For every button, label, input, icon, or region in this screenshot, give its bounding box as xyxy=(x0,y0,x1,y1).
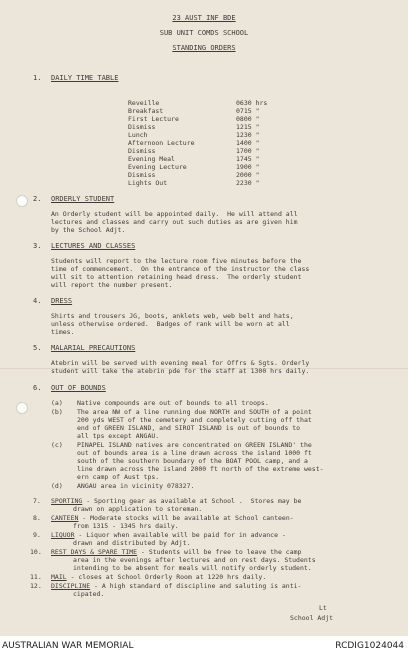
timetable-event: Evening Meal xyxy=(128,155,175,163)
timetable-event: Reveille xyxy=(128,99,160,107)
archive-reference: RCDIG1024044 xyxy=(335,641,404,651)
body-line: 200 yds WEST of the cemetery and completely cutting off that xyxy=(77,416,312,424)
section-line xyxy=(51,574,266,581)
section-heading: CANTEEN xyxy=(51,514,79,522)
timetable-event: Dismiss xyxy=(128,123,156,131)
archive-footer xyxy=(0,636,408,654)
section-line xyxy=(51,498,301,505)
timetable-time: 0630 hrs xyxy=(236,99,268,107)
timetable-time: 2230 " xyxy=(236,179,260,187)
body-line: ANGAU area in vicinity 078327. xyxy=(77,482,195,490)
body-line: time of commencement. On the entrance of the instructor the class xyxy=(51,265,310,273)
section-text: - Moderate stocks will be available at School canteen- xyxy=(78,514,294,522)
section-number: 7. xyxy=(33,497,41,505)
body-line: times. xyxy=(51,328,75,336)
section-line xyxy=(51,583,301,590)
body-line: line drawn across the island 2000 ft north of the extreme west- xyxy=(77,465,324,473)
signature-rank: Lt xyxy=(319,604,327,612)
timetable-event: Lights Out xyxy=(128,179,168,187)
body-line: unless otherwise ordered. Badges of rank will be worn at all xyxy=(51,320,290,328)
section-text: - closes at School Orderly Room at 1220 hrs daily. xyxy=(66,573,267,581)
section-number: 9. xyxy=(33,531,41,539)
timetable-time: 0800 " xyxy=(236,115,260,123)
section-heading: DAILY TIME TABLE xyxy=(51,74,119,82)
body-line: Atebrin will be served with evening meal for Offrs & Sgts. Orderly xyxy=(51,359,310,367)
body-line: south of the southern boundary of the BOAT POOL camp, and a xyxy=(77,457,308,465)
section-number: 4. xyxy=(33,297,42,305)
unit-heading: 23 AUST INF BDE xyxy=(172,14,236,22)
section-heading: LECTURES AND CLASSES xyxy=(51,242,136,250)
section-heading: MAIL xyxy=(51,573,67,581)
body-line: student will take the atebrin pde for the staff at 1300 hrs daily. xyxy=(51,367,310,375)
body-line: Shirts and trousers JG, boots, anklets web, web belt and hats, xyxy=(51,312,294,320)
body-line: cipated. xyxy=(73,590,105,598)
timetable-time: 2000 " xyxy=(236,171,260,179)
body-line: out of bounds area is a line drawn across the island 1000 ft xyxy=(77,449,312,457)
timetable-time: 1400 " xyxy=(236,139,260,147)
timetable-time: 1700 " xyxy=(236,147,260,155)
body-line: The area NW of a line running due NORTH and SOUTH of a point xyxy=(77,408,312,416)
archive-source: AUSTRALIAN WAR MEMORIAL xyxy=(2,641,134,651)
body-line: end of GREEN ISLAND, and SIROT ISLAND is out of bounds to xyxy=(77,424,301,432)
section-line xyxy=(51,515,294,522)
section-number: 5. xyxy=(33,344,42,352)
body-line: An Orderly student will be appointed daily. He will attend all xyxy=(51,210,298,218)
timetable-event: Dismiss xyxy=(128,147,156,155)
timetable-event: Afternoon Lecture xyxy=(128,139,195,147)
section-number: 3. xyxy=(33,242,42,250)
section-text: - Sporting gear as available at School . Stores may be xyxy=(82,497,302,505)
section-heading: DISCIPLINE xyxy=(51,582,91,590)
signature-title: School Adjt xyxy=(290,614,334,622)
body-line: by the School Adjt. xyxy=(51,226,126,234)
section-heading: DRESS xyxy=(51,297,73,305)
section-heading: ORDERLY STUDENT xyxy=(51,195,115,203)
section-line xyxy=(51,549,301,556)
section-number: 8. xyxy=(33,514,41,522)
item-label: (b) xyxy=(51,408,63,416)
punch-hole xyxy=(16,195,28,207)
body-line: drawn on application to storeman. xyxy=(73,505,203,513)
section-heading: REST DAYS & SPARE TIME xyxy=(51,548,138,556)
body-line: ern camp of Aust tps. xyxy=(77,473,160,481)
body-line: intending to be absent for meals will notify orderly student. xyxy=(73,564,312,572)
section-number: 6. xyxy=(33,384,42,392)
section-text: - A high standard of discipline and saluting is anti- xyxy=(90,582,302,590)
section-heading: LIQUOR xyxy=(51,531,75,539)
body-line: drawn and distributed by Adjt. xyxy=(73,539,191,547)
body-line: Students will report to the lecture room five minutes before the xyxy=(51,257,302,265)
item-label: (a) xyxy=(51,399,63,407)
item-label: (c) xyxy=(51,441,63,449)
page-title: STANDING ORDERS xyxy=(172,44,236,52)
body-line: area in the evenings after lectures and on rest days. Students xyxy=(73,556,316,564)
section-text: - Liquor when available will be paid for in advance - xyxy=(74,531,286,539)
timetable-event: Lunch xyxy=(128,131,148,139)
body-line: lectures and classes and carry out such duties as are given him xyxy=(51,218,298,226)
section-number: 11. xyxy=(30,573,42,581)
section-heading: MALARIAL PRECAUTIONS xyxy=(51,344,136,352)
timetable-time: 1230 " xyxy=(236,131,260,139)
sub-unit-heading: SUB UNIT COMDS SCHOOL xyxy=(159,29,249,37)
timetable-time: 1900 " xyxy=(236,163,260,171)
timetable-time: 1745 " xyxy=(236,155,260,163)
punch-hole xyxy=(16,402,28,414)
item-label: (d) xyxy=(51,482,63,490)
timetable-event: Breakfast xyxy=(128,107,164,115)
timetable-event: Dismiss xyxy=(128,171,156,179)
body-line: Native compounds are out of bounds to all troops. xyxy=(77,399,269,407)
section-heading: SPORTING xyxy=(51,497,83,505)
timetable-time: 0715 " xyxy=(236,107,260,115)
section-number: 12. xyxy=(30,582,42,590)
section-number: 10. xyxy=(30,548,42,556)
section-heading: OUT OF BOUNDS xyxy=(51,384,106,392)
timetable-event: Evening Lecture xyxy=(128,163,187,171)
timetable-event: First Lecture xyxy=(128,115,179,123)
section-text: - Students will be free to leave the camp xyxy=(137,548,302,556)
body-line: all tps except ANGAU. xyxy=(77,432,160,440)
section-number: 1. xyxy=(33,74,42,82)
section-number: 2. xyxy=(33,195,42,203)
timetable-time: 1215 " xyxy=(236,123,260,131)
body-line: PINAPEL ISLAND natives are concentrated on GREEN ISLAND' the xyxy=(77,441,312,449)
body-line: will report the number present. xyxy=(51,281,173,289)
section-line xyxy=(51,532,286,539)
body-line: from 1315 - 1345 hrs daily. xyxy=(73,522,179,530)
body-line: will sit to attention retaining head dress. The orderly student xyxy=(51,273,302,281)
